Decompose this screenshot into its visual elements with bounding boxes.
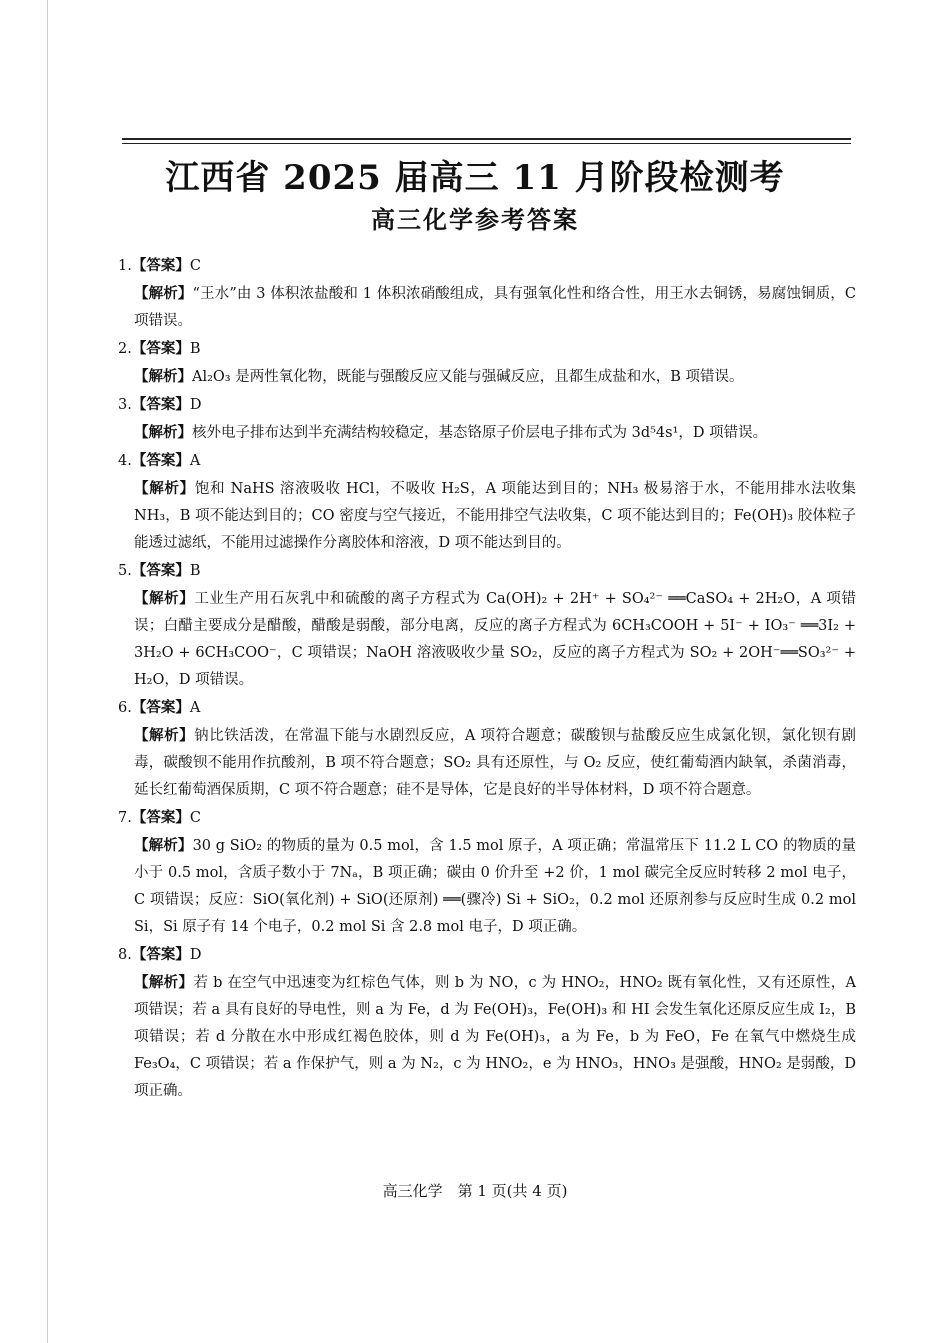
explanation-tag: 【解析】	[134, 424, 192, 441]
explanation-text: 核外电子排布达到半充满结构较稳定，基态铬原子价层电子排布式为 3d⁵4s¹，D 项错误。	[192, 425, 768, 441]
page-title: 江西省 2025 届高三 11 月阶段检测考	[165, 158, 785, 198]
explanation-text: 饱和 NaHS 溶液吸收 HCl，不吸收 H₂S，A 项能达到目的；NH₃ 极易溶于水，不能用排水法收集 NH₃，B 项不能达到目的；CO 密度与空气接近，不能用排空气法收集，C 项不能达到目的；Fe(OH)₃ 胶体粒子能透过滤纸，不能用过滤操作分离胶体和溶液，D 项不能达到目的。	[134, 481, 857, 551]
answer-value: B	[189, 563, 201, 579]
question-number: 1.	[118, 258, 132, 274]
explanation-text: 钠比铁活泼，在常温下能与水剧烈反应，A 项符合题意；碳酸钡与盐酸反应生成氯化钡，氯化钡有剧毒，碳酸钡不能用作抗酸剂，B 项不符合题意；SO₂ 具有还原性，与 O₂ 反应，使红葡萄酒内缺氧，杀菌消毒，延长红葡萄酒保质期，C 项不符合题意；硅不是导体，它是良好的半导体材料，D 项不符合题意。	[134, 728, 857, 798]
explanation-text: 工业生产用石灰乳中和硫酸的离子方程式为 Ca(OH)₂ + 2H⁺ + SO₄²⁻ ══CaSO₄ + 2H₂O，A 项错误；白醋主要成分是醋酸，醋酸是弱酸，部分电离，反应的离子方程式为 6CH₃COOH + 5I⁻ + IO₃⁻ ══3I₂ + 3H₂O + 6CH₃COO⁻，C 项错误；NaOH 溶液吸收少量 SO₂，反应的离子方程式为 SO₂ + 2OH⁻══SO₃²⁻ + H₂O，D 项错误。	[134, 591, 857, 688]
answer-line	[118, 252, 856, 280]
explanation-tag: 【解析】	[134, 285, 193, 302]
answer-line	[118, 694, 856, 722]
answer-line	[118, 804, 856, 832]
explanation-tag: 【解析】	[134, 727, 195, 744]
explanation	[118, 363, 856, 391]
answer-value: C	[189, 810, 201, 826]
answer-list	[118, 252, 856, 1105]
answer-value: D	[189, 397, 202, 413]
explanation-text: Al₂O₃ 是两性氧化物，既能与强酸反应又能与强碱反应，且都生成盐和水，B 项错误。	[192, 369, 744, 385]
answer-item	[118, 335, 856, 391]
answer-tag: 【答案】	[131, 257, 190, 274]
answer-line	[118, 941, 856, 969]
answer-line	[118, 391, 856, 419]
answer-value: C	[189, 258, 201, 274]
explanation	[118, 475, 856, 557]
explanation	[118, 280, 856, 335]
question-number: 5.	[118, 563, 132, 579]
explanation-text: “王水”由 3 体积浓盐酸和 1 体积浓硝酸组成，具有强氧化性和络合性，用王水去铜锈，易腐蚀铜质，C 项错误。	[134, 286, 856, 329]
question-number: 3.	[118, 397, 132, 413]
answer-item	[118, 447, 856, 557]
answer-tag: 【答案】	[131, 809, 190, 826]
explanation-tag: 【解析】	[134, 368, 192, 385]
answer-line	[118, 335, 856, 363]
answer-item	[118, 391, 856, 447]
question-number: 6.	[118, 700, 132, 716]
explanation	[118, 969, 856, 1105]
explanation	[118, 419, 856, 447]
explanation-text: 30 g SiO₂ 的物质的量为 0.5 mol，含 1.5 mol 原子，A 项正确；常温常压下 11.2 L CO 的物质的量小于 0.5 mol，含质子数小于 7Nₐ，B 项正确；碳由 0 价升至 +2 价，1 mol 碳完全反应时转移 2 mol 电子，C 项错误；反应：SiO(氧化剂) + SiO(还原剂) ══(骤冷) Si + SiO₂，0.2 mol 还原剂参与反应时生成 0.2 mol Si，Si 原子有 14 个电子，0.2 mol Si 含 2.8 mol 电子，D 项正确。	[134, 838, 857, 935]
question-number: 2.	[118, 341, 132, 357]
page-subtitle: 高三化学参考答案	[371, 206, 579, 234]
page-footer: 高三化学 第 1 页(共 4 页)	[382, 1182, 568, 1200]
answer-tag: 【答案】	[131, 562, 190, 579]
explanation-text: 若 b 在空气中迅速变为红棕色气体，则 b 为 NO，c 为 HNO₂，HNO₂ 既有氧化性，又有还原性，A 项错误；若 a 具有良好的导电性，则 a 为 Fe，d 为 Fe(OH)₃，Fe(OH)₃ 和 HI 会发生氧化还原反应生成 I₂，B 项错误；若 d 分散在水中形成红褐色胶体，则 d 为 Fe(OH)₃，a 为 Fe，b 为 FeO，Fe 在氧气中燃烧生成 Fe₃O₄，C 项错误；若 a 作保护气，则 a 为 N₂，c 为 HNO₂，e 为 HNO₃，HNO₃ 是强酸，HNO₂ 是弱酸，D 项正确。	[134, 975, 857, 1099]
answer-value: A	[189, 453, 201, 469]
answer-value: A	[189, 700, 201, 716]
answer-line	[118, 557, 856, 585]
answer-tag: 【答案】	[131, 699, 190, 716]
question-number: 4.	[118, 453, 132, 469]
explanation-tag: 【解析】	[134, 480, 195, 497]
answer-item	[118, 804, 856, 941]
answer-value: B	[189, 341, 201, 357]
explanation	[118, 585, 856, 694]
question-number: 8.	[118, 947, 132, 963]
top-rule	[122, 138, 851, 144]
answer-item	[118, 252, 856, 335]
explanation	[118, 722, 856, 804]
explanation-tag: 【解析】	[134, 974, 194, 991]
answer-tag: 【答案】	[131, 946, 190, 963]
answer-tag: 【答案】	[131, 340, 190, 357]
answer-tag: 【答案】	[131, 452, 190, 469]
answer-item	[118, 557, 856, 694]
explanation-tag: 【解析】	[134, 590, 195, 607]
answer-line	[118, 447, 856, 475]
answer-tag: 【答案】	[131, 396, 190, 413]
answer-item	[118, 694, 856, 804]
answer-value: D	[189, 947, 202, 963]
explanation	[118, 832, 856, 941]
question-number: 7.	[118, 810, 132, 826]
explanation-tag: 【解析】	[134, 837, 193, 854]
answer-item	[118, 941, 856, 1105]
